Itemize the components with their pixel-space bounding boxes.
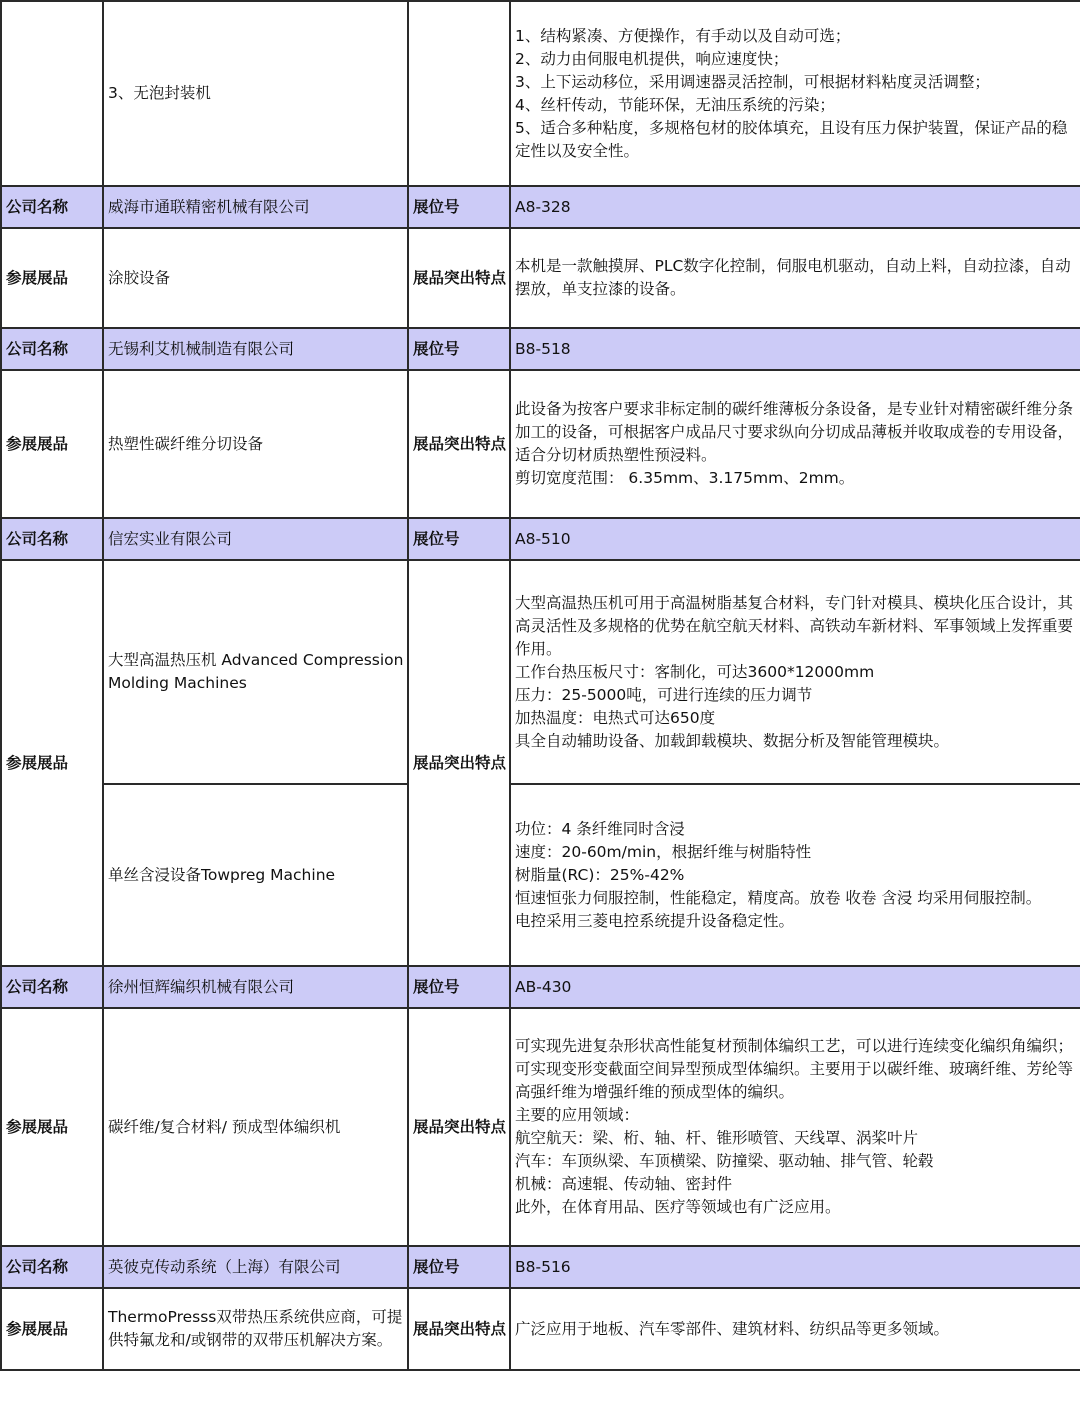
feature-label: 展品突出特点 bbox=[408, 560, 510, 966]
product-row bbox=[1, 1288, 1080, 1370]
product-features bbox=[510, 1008, 1080, 1246]
feature-line: 2、动力由伺服电机提供，响应速度快； bbox=[515, 49, 789, 68]
label-cell-empty bbox=[1, 1, 103, 186]
label-cell-empty bbox=[408, 1, 510, 186]
feature-line: 功位：4 条纤维同时含浸 bbox=[515, 819, 685, 838]
product-name: 热塑性碳纤维分切设备 bbox=[103, 370, 408, 518]
booth-number: A8-328 bbox=[510, 186, 1080, 228]
booth-label: 展位号 bbox=[408, 186, 510, 228]
feature-line: 速度：20-60m/min，根据纤维与树脂特性 bbox=[515, 842, 812, 861]
feature-line: 航空航天：梁、桁、轴、杆、锥形喷管、天线罩、涡桨叶片 bbox=[515, 1129, 919, 1147]
company-header-row bbox=[1, 1246, 1080, 1288]
feature-line: 5、适合多种粘度，多规格包材的胶体填充，且设有压力保护装置，保证产品的稳定性以及安全性。 bbox=[515, 118, 1068, 160]
booth-number: B8-518 bbox=[510, 328, 1080, 370]
feature-label: 展品突出特点 bbox=[408, 1288, 510, 1370]
feature-line: 4、丝杆传动，节能环保，无油压系统的污染； bbox=[515, 95, 835, 114]
booth-label: 展位号 bbox=[408, 966, 510, 1008]
feature-line: 电控采用三菱电控系统提升设备稳定性。 bbox=[515, 911, 795, 930]
booth-number: AB-430 bbox=[510, 966, 1080, 1008]
company-name: 无锡利艾机械制造有限公司 bbox=[103, 328, 408, 370]
feature-label: 展品突出特点 bbox=[408, 228, 510, 328]
feature-line: 恒速恒张力伺服控制，性能稳定，精度高。放卷 收卷 含浸 均采用伺服控制。 bbox=[515, 888, 1042, 907]
company-header-row bbox=[1, 966, 1080, 1008]
booth-number: A8-510 bbox=[510, 518, 1080, 560]
feature-line: 大型高温热压机可用于高温树脂基复合材料，专门针对模具、模块化压合设计，其高灵活性及多规格的优势在航空航天材料、高铁动车新材料、军事领域上发挥重要作用。 bbox=[515, 593, 1074, 658]
feature-line: 剪切宽度范围： 6.35mm、3.175mm、2mm。 bbox=[515, 469, 855, 487]
feature-line: 可实现先进复杂形状高性能复材预制体编织工艺，可以进行连续变化编织角编织；可实现变形变截面空间异型预成型体编织。主要用于以碳纤维、玻璃纤维、芳纶等高强纤维为增强纤维的预成型体的编织。 bbox=[515, 1037, 1074, 1101]
product-label: 参展展品 bbox=[1, 1008, 103, 1246]
company-name: 徐州恒辉编织机械有限公司 bbox=[103, 966, 408, 1008]
company-name: 威海市通联精密机械有限公司 bbox=[103, 186, 408, 228]
product-row bbox=[1, 1008, 1080, 1246]
feature-line: 具全自动辅助设备、加载卸载模块、数据分析及智能管理模块。 bbox=[515, 731, 950, 750]
company-header-row bbox=[1, 186, 1080, 228]
product-row bbox=[1, 1, 1080, 186]
company-label: 公司名称 bbox=[1, 518, 103, 560]
product-name: ThermoPresss双带热压系统供应商，可提供特氟龙和/或钢带的双带压机解决方案。 bbox=[103, 1288, 408, 1370]
product-name: 涂胶设备 bbox=[103, 228, 408, 328]
feature-line: 1、结构紧凑、方便操作，有手动以及自动可选； bbox=[515, 26, 851, 45]
booth-label: 展位号 bbox=[408, 518, 510, 560]
company-label: 公司名称 bbox=[1, 1246, 103, 1288]
product-features bbox=[510, 1, 1080, 186]
product-features bbox=[510, 560, 1080, 784]
feature-line: 汽车：车顶纵梁、车顶横梁、防撞梁、驱动轴、排气管、轮毂 bbox=[515, 1152, 934, 1170]
company-label: 公司名称 bbox=[1, 328, 103, 370]
product-name: 碳纤维/复合材料/ 预成型体编织机 bbox=[103, 1008, 408, 1246]
feature-line: 树脂量(RC)：25%-42% bbox=[515, 865, 685, 884]
product-name: 3、无泡封装机 bbox=[103, 1, 408, 186]
product-features bbox=[510, 784, 1080, 966]
feature-line: 加热温度：电热式可达650度 bbox=[515, 708, 716, 727]
booth-label: 展位号 bbox=[408, 328, 510, 370]
feature-line: 工作台热压板尺寸：客制化，可达3600*12000mm bbox=[515, 662, 875, 681]
company-label: 公司名称 bbox=[1, 966, 103, 1008]
product-features bbox=[510, 228, 1080, 328]
product-name: 大型高温热压机 Advanced Compression Molding Machines bbox=[103, 560, 408, 784]
company-name: 英彼克传动系统（上海）有限公司 bbox=[103, 1246, 408, 1288]
feature-line: 广泛应用于地板、汽车零部件、建筑材料、纺织品等更多领域。 bbox=[515, 1319, 950, 1338]
feature-line: 机械：高速辊、传动轴、密封件 bbox=[515, 1175, 733, 1193]
product-name: 单丝含浸设备Towpreg Machine bbox=[103, 784, 408, 966]
product-features bbox=[510, 370, 1080, 518]
product-row bbox=[1, 228, 1080, 328]
product-row bbox=[1, 784, 1080, 966]
feature-label: 展品突出特点 bbox=[408, 1008, 510, 1246]
product-label: 参展展品 bbox=[1, 1288, 103, 1370]
feature-line: 本机是一款触摸屏、PLC数字化控制，伺服电机驱动，自动上料，自动拉漆，自动摆放，单支拉漆的设备。 bbox=[515, 257, 1071, 298]
product-label: 参展展品 bbox=[1, 370, 103, 518]
feature-line: 压力：25-5000吨，可进行连续的压力调节 bbox=[515, 685, 813, 704]
feature-label: 展品突出特点 bbox=[408, 370, 510, 518]
feature-line: 此设备为按客户要求非标定制的碳纤维薄板分条设备，是专业针对精密碳纤维分条加工的设备，可根据客户成品尺寸要求纵向分切成品薄板并收取成卷的专用设备，适合分切材质热塑性预浸料。 bbox=[515, 400, 1074, 464]
product-label: 参展展品 bbox=[1, 560, 103, 966]
product-row bbox=[1, 560, 1080, 784]
product-features bbox=[510, 1288, 1080, 1370]
product-row bbox=[1, 370, 1080, 518]
company-name: 信宏实业有限公司 bbox=[103, 518, 408, 560]
booth-number: B8-516 bbox=[510, 1246, 1080, 1288]
feature-line: 3、上下运动移位，采用调速器灵活控制，可根据材料粘度灵活调整； bbox=[515, 72, 990, 91]
company-header-row bbox=[1, 328, 1080, 370]
feature-line: 主要的应用领域： bbox=[515, 1106, 640, 1124]
booth-label: 展位号 bbox=[408, 1246, 510, 1288]
company-header-row bbox=[1, 518, 1080, 560]
product-label: 参展展品 bbox=[1, 228, 103, 328]
feature-line: 此外，在体育用品、医疗等领域也有广泛应用。 bbox=[515, 1198, 841, 1216]
company-label: 公司名称 bbox=[1, 186, 103, 228]
